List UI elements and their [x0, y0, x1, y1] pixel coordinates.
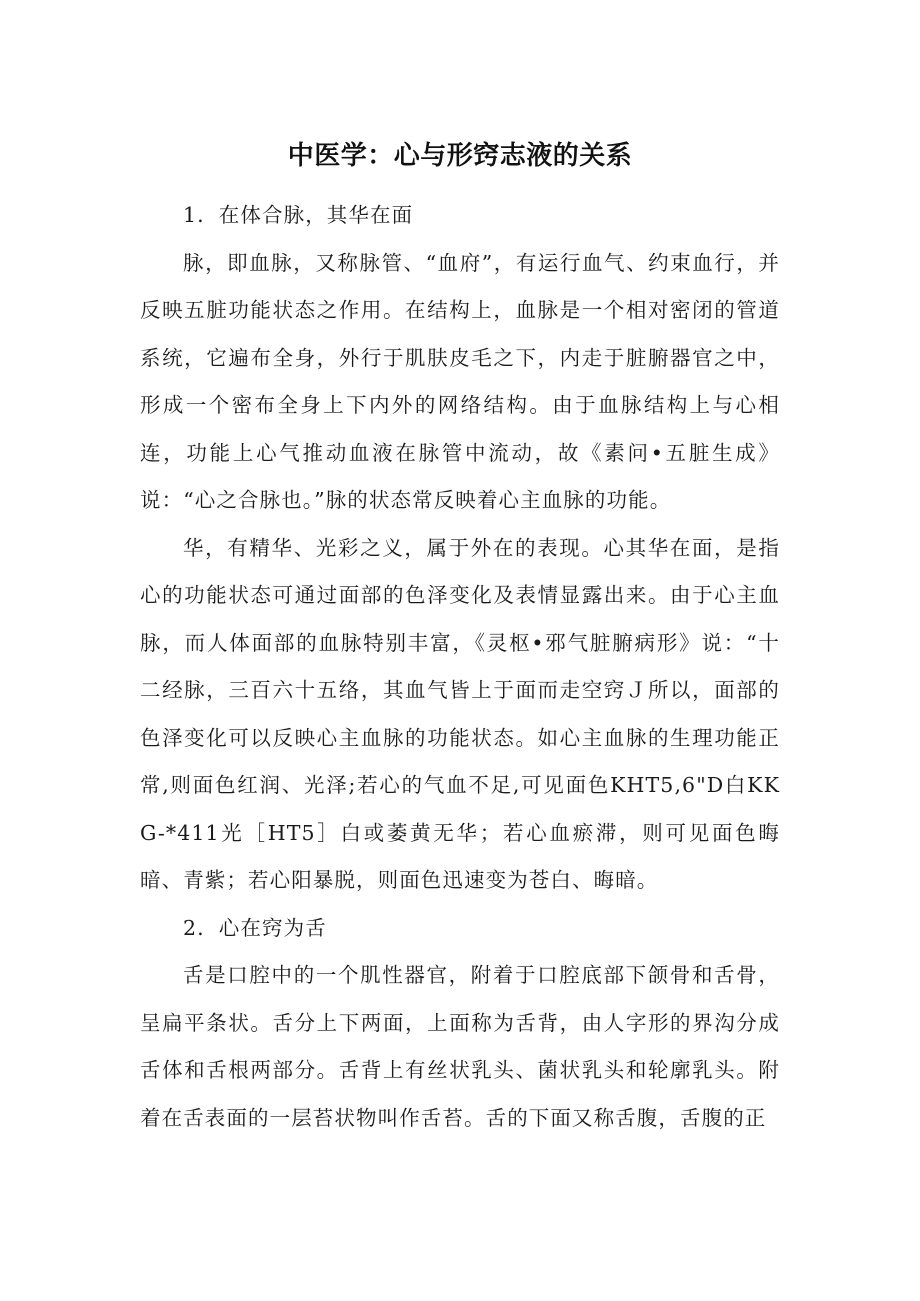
paragraph-face: 华，有精华、光彩之义，属于外在的表现。心其华在面，是指心的功能状态可通过面部的色泽变化及表情显露出来。由于心主血脉，而人体面部的血脉特别丰富，《灵枢•邪气脏腑病形》说：“十二经脉，三百六十五络，其血气皆上于面而走空窍Ｊ所以，面部的色泽变化可以反映心主血脉的功能状态。如心主血脉的生理功能正常,则面色红润、光泽;若心的气血不足,可见面色KHT5,6"D白KKG-*411光［HT5］白或萎黄无华；若心血瘀滞，则可见面色晦暗、青紫；若心阳暴脱，则面色迅速变为苍白、晦暗。 — [140, 535, 780, 892]
paragraph-pulse: 脉，即血脉，又称脉管、“血府”，有运行血气、约束血行，并反映五脏功能状态之作用。在结构上，血脉是一个相对密闭的管道系统，它遍布全身，外行于肌肤皮毛之下，内走于脏腑器官之中，形成一个密布全身上下内外的网络结构。由于血脉结构上与心相连，功能上心气推动血液在脉管中流动，故《素问•五脏生成》说：“心之合脉也。”脉的状态常反映着心主血脉的功能。 — [140, 250, 780, 512]
section-heading-1: 1．在体合脉，其华在面 — [183, 203, 414, 227]
paragraph-tongue: 舌是口腔中的一个肌性器官，附着于口腔底部下颌骨和舌骨，呈扁平条状。舌分上下两面，上面称为舌背，由人字形的界沟分成舌体和舌根两部分。舌背上有丝状乳头、菌状乳头和轮廓乳头。附着在舌表面的一层苔状物叫作舌苔。舌的下面又称舌腹，舌腹的正 — [140, 963, 780, 1130]
section-heading-2: 2．心在窍为舌 — [183, 915, 327, 940]
document-title: 中医学：心与形窍志液的关系 — [287, 141, 633, 171]
document-body — [140, 192, 780, 1142]
